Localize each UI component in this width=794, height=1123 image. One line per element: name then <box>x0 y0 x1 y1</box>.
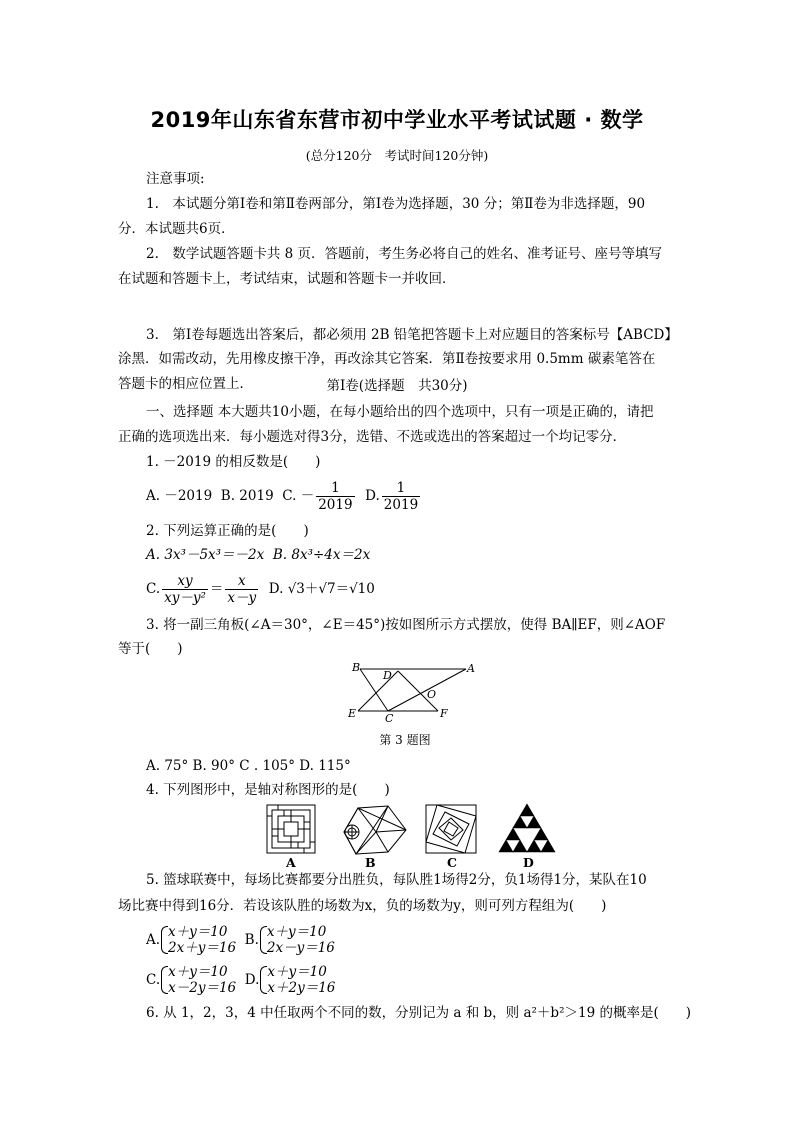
section-intro-b: 正确的选项选出来．每小题选对得3分，选错、不选或选出的答案超过一个均记零分． <box>118 429 627 445</box>
notice-3c: 答题卡的相应位置上． <box>118 376 253 392</box>
q3-caption: 第 3 题图 <box>379 733 431 747</box>
page-title: 2019年山东省东营市初中学业水平考试试题 · 数学 <box>150 108 644 132</box>
q4-stem: 4. 下列图形中，是轴对称图形的是( ) <box>146 782 390 798</box>
q1-options <box>146 480 422 513</box>
q3-label-a: A <box>467 662 475 675</box>
q3-line-ed <box>358 671 398 711</box>
notice-1a: 1. 本试题分第Ⅰ卷和第Ⅱ卷两部分，第Ⅰ卷为选择题，30 分；第Ⅱ卷为非选择题，90 <box>146 196 646 212</box>
notice-2a: 2. 数学试题答题卡共 8 页．答题前，考生务必将自己的姓名、准考证号、座号等填写 <box>146 246 663 262</box>
q2-options-ab <box>146 546 370 564</box>
notice-2b: 在试题和答题卡上，考试结束，试题和答题卡一并收回． <box>118 271 456 287</box>
q2-option-d: D. √3＋√7＝√10 <box>268 581 375 597</box>
q3-label-c: C <box>385 712 394 724</box>
q4-figure-d <box>498 802 556 854</box>
q1-option-b: B. 2019 <box>220 488 274 504</box>
q4-label-b: B <box>365 855 376 870</box>
q3-label-f: F <box>440 707 448 720</box>
q4-figure-c <box>425 804 477 854</box>
q1-option-a: A. －2019 <box>146 488 213 504</box>
q3-options: A. 75° B. 90° C . 105° D. 115° <box>146 758 351 774</box>
q2-option-b: B. 8x³÷4x＝2x <box>272 547 371 563</box>
q3-figure <box>340 660 480 724</box>
q3-label-o: O <box>427 688 437 701</box>
q5-stem-b: 场比赛中得到16分．若设该队胜的场数为x，负的场数为y，则可列方程组为( ) <box>118 898 607 914</box>
notice-3b: 涂黑．如需改动，先用橡皮擦干净，再改涂其它答案．第Ⅱ卷按要求用 0.5mm 碳素笔答在 <box>118 351 656 367</box>
q5-options-ab <box>146 924 335 956</box>
q4-label-a: A <box>286 855 296 870</box>
q3-label-e: E <box>348 707 357 720</box>
q3-stem-b: 等于( ) <box>118 641 183 657</box>
q4-figure-a <box>266 804 316 854</box>
notice-1b: 分．本试题共6页． <box>118 221 235 237</box>
q4-figure-b <box>336 802 408 856</box>
q1-option-d: D. $\frac{1}{2019}$ <box>365 480 419 513</box>
q2-options-cd <box>146 573 375 606</box>
q6-stem: 6. 从 1，2，3，4 中任取两个不同的数，分别记为 a 和 b，则 a²＋b²＞19 的概率是( ) <box>146 1005 691 1021</box>
q2-option-a: A. 3x³－5x³＝－2x <box>146 547 265 563</box>
q5-option-b: B. x＋y＝10 2x－y＝16 <box>244 924 335 956</box>
q3-label-d: D <box>383 669 392 682</box>
q4-label-c: C <box>447 855 457 870</box>
q5-option-d: D. x＋y＝10 x＋2y＝16 <box>244 964 336 996</box>
q1-stem: 1. －2019 的相反数是( ) <box>146 454 321 470</box>
q5-options-cd <box>146 964 335 996</box>
q3-label-b: B <box>352 661 361 674</box>
notice-3a: 3. 第Ⅰ卷每题选出答案后，都必须用 2B 铅笔把答题卡上对应题目的答案标号【ABCD】 <box>146 327 678 343</box>
q2-option-c: C. $\frac{xy}{\text{xy－y²}}$ ＝ $\frac{x}{x-y}$ <box>146 573 257 606</box>
q2-stem: 2. 下列运算正确的是( ) <box>146 523 309 539</box>
q4-label-d: D <box>523 855 534 870</box>
q5-option-c: C. x＋y＝10 x－2y＝16 <box>146 964 237 996</box>
notice-heading: 注意事项: <box>146 171 205 187</box>
page-subtitle: (总分120分 考试时间120分钟) <box>305 148 489 163</box>
section-intro-a: 一、选择题 本大题共10小题，在每小题给出的四个选项中，只有一项是正确的，请把 <box>146 404 654 420</box>
q3-stem-a: 3. 将一副三角板(∠A＝30°，∠E＝45°)按如图所示方式摆放，使得 BA∥EF，则∠AOF <box>146 617 666 633</box>
q1-option-c: C. － $\frac{1}{2019}$ <box>282 480 353 513</box>
part1-heading: 第Ⅰ卷(选择题 共30分) <box>326 378 468 394</box>
q5-option-a: A. x＋y＝10 2x＋y＝16 <box>146 924 237 956</box>
q5-stem-a: 5. 篮球联赛中，每场比赛都要分出胜负，每队胜1场得2分，负1场得1分，某队在10 <box>146 872 647 888</box>
